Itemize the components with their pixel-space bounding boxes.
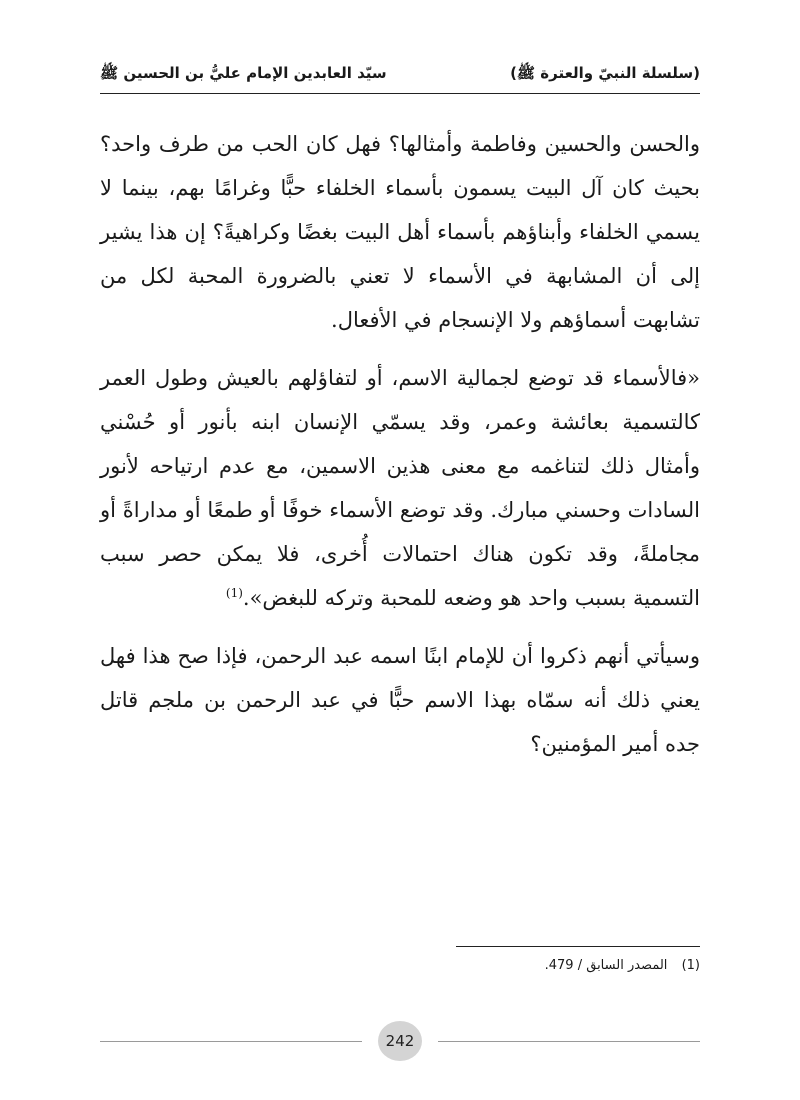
footnote-reference[interactable]: (1) [225, 586, 243, 600]
footnote-marker: (1) [681, 958, 700, 973]
body-text [100, 122, 700, 780]
paragraph: وسيأتي أنهم ذكروا أن للإمام ابنًا اسمه عبد الرحمن، فإذا صح هذا فهل يعني ذلك أنه سمّاه بهذا الاسم حبًّا في عبد الرحمن بن ملجم قاتل جده أمير المؤمنين؟ [100, 644, 700, 756]
footer-rule-right [438, 1041, 700, 1042]
paragraph: والحسن والحسين وفاطمة وأمثالها؟ فهل كان الحب من طرف واحد؟ بحيث كان آل البيت يسمون بأسماء الخلفاء حبًّا وغرامًا بهم، بينما لا يسمي الخلفاء وأبناؤهم بأسماء أهل البيت بغضًا وكراهيةً؟ إن هذا يشير إلى أن المشابهة في الأسماء لا تعني بالضرورة المحبة لكل من تشابهت أسماؤهم ولا الإنسجام في الأفعال. [100, 132, 700, 332]
paragraph-quote [100, 356, 700, 620]
running-header [100, 58, 700, 92]
book-title: سيّد العابدين الإمام عليُّ بن الحسين ﷺ [100, 64, 387, 82]
footnote-text: المصدر السابق / 479. [544, 958, 668, 973]
footnote-separator [456, 946, 700, 947]
header-rule [100, 93, 700, 94]
footnote [100, 958, 700, 973]
page-number: 242 [378, 1021, 422, 1061]
footer-rule-left [100, 1041, 362, 1042]
page-footer [100, 1018, 700, 1064]
quote-text: «فالأسماء قد توضع لجمالية الاسم، أو لتفاؤلهم بالعيش وطول العمر كالتسمية بعائشة وعمر، وقد يسمّي الإنسان ابنه بأنور أو حُسْني وأمثال ذلك لتناغمه مع معنى هذين الاسمين، مع عدم ارتياحه لأنور السادات وحسني مبارك. وقد توضع الأسماء خوفًا أو طمعًا أو مداراةً أو مجاملةً، وقد تكون هناك احتمالات أُخرى، فلا يمكن حصر سبب التسمية بسبب واحد هو وضعه للمحبة وتركه للبغض». [100, 366, 700, 610]
series-title: (سلسلة النبيّ والعترة ﷺ) [510, 64, 700, 82]
